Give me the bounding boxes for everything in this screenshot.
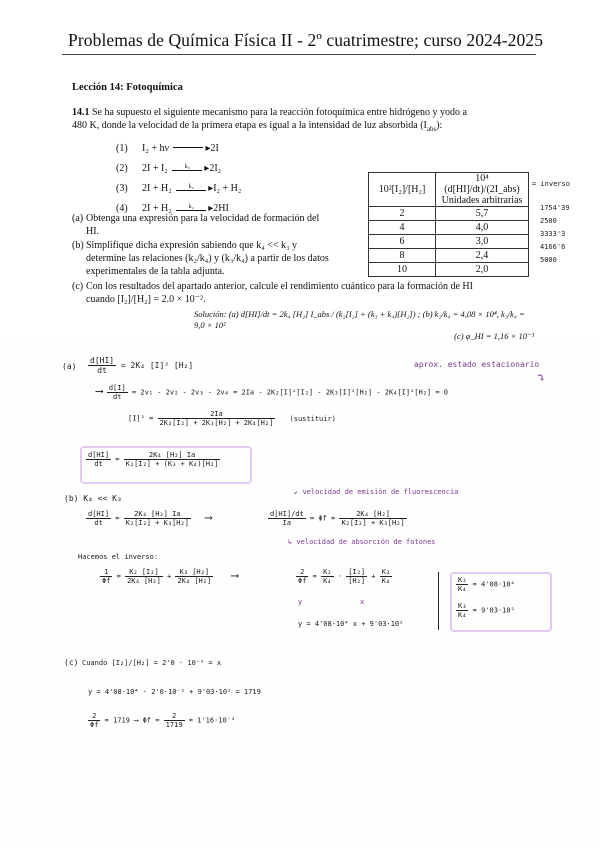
data-table xyxy=(368,172,529,277)
note-inverse-text: Hacemos el inverso: xyxy=(78,553,159,561)
table-cell: 6 xyxy=(369,235,436,249)
table-cell: 2 xyxy=(369,207,436,221)
note-steady-state-eq: ⟶ $\frac{d[I]}{dt}$ = 2v₁ - 2v₂ - 2v₃ - 2v₄ = 2Ia - 2K₂[I]²[I₂] - 2K₃[I]²[H₂] - 2K₄[I]²[H₂] = 0 xyxy=(96,384,448,401)
note-steady-state: aprox. estado estacionario xyxy=(414,360,540,369)
note-c-condition: Cuando [I₂]/[H₂] = 2'0 · 10⁻² = x xyxy=(82,659,222,667)
table-cell: 8 xyxy=(369,249,436,263)
note-c-label: (c) xyxy=(64,658,79,667)
part-b: (b) Simplifique dicha expresión sabiendo que k₄ << k₃ y determine las relaciones (k₂/k₄) y (k₃/k₄) a partir de los datos experimentales de la tabla adjunta. xyxy=(72,240,329,277)
step-2: (2) 2I + I₂ k₂ ▸2I₂ xyxy=(116,163,222,174)
arrow-icon xyxy=(173,147,203,148)
table-cell: 2,4 xyxy=(436,249,529,263)
page-title: Problemas de Química Física II - 2º cuatrimestre; curso 2024-2025 xyxy=(68,30,544,50)
part-a: (a) Obtenga una expresión para la velocidad de formación del HI. xyxy=(72,213,320,237)
arrow-down-icon: ⤵ xyxy=(536,371,547,385)
note-k3-k4: $\frac{\text{K₃}}{\text{K₄}}$ = 9'03·10² xyxy=(458,602,515,619)
table-cell: 4 xyxy=(369,221,436,235)
lesson-title: Lección 14: Fotoquímica xyxy=(72,82,183,93)
note-c-y: y = 4'08·10⁴ · 2'0·10⁻² + 9'03·10² = 1719 xyxy=(88,688,261,696)
table-cell: 5,7 xyxy=(436,207,529,221)
note-b-rate: $\frac{d[HI]}{dt}$ = $\frac{\text{2K₄ [H₂] Ia}}{\text{K₂[I₂] + K₃[H₂]}}$ ⟶ xyxy=(88,510,212,527)
solution: Solución: (a) d[HI]/dt = 2k₄ [H₂] I_abs / (k₂[I₂] + (k₃ + k₄)[H₂]) ; (b) k₂/k₄ = 4,08 × 10⁴, k₃/k₄ = 9,0 × 10² (c) φ_HI = 1,16 × 10⁻³ xyxy=(194,309,534,341)
note-k2-k4: $\frac{\text{K₂}}{\text{K₄}}$ = 4'08·10⁴ xyxy=(458,576,515,593)
note-a-rate: $\frac{d[HI]}{dt}$ = 2K₄ [I]² [H₂] xyxy=(90,356,194,375)
step-1: (1) I₂ + hν ▸2I xyxy=(116,143,219,154)
part-c: (c) Con los resultados del apartado anterior, calcule el rendimiento cuántico para la formación de HI cuando [I₂]/[H₂] = 2.0 × 10⁻². xyxy=(72,281,473,305)
note-fluorescence: ↙ velocidad de emisión de fluorescencia xyxy=(294,488,459,496)
note-boxed-rate: $\frac{d[HI]}{dt}$ = $\frac{\text{2K₄ [H₂] Ia}}{\text{K₂[I₂] + (K₃ + K₄)[H₂]}}$ xyxy=(88,451,219,468)
note-c-result: $\frac{2}{\Phi f}$ = 1719 ⟶ Φf = $\frac{2}{1719}$ = 1'16·10⁻³ xyxy=(90,712,236,729)
problem-statement: 14.1 Se ha supuesto el siguiente mecanismo para la reacción fotoquímica entre hidrógeno y yodo a 480 K, donde la velocidad de la primera etapa es igual a la intensidad de luz absorbida $(I_{abs})$: xyxy=(72,107,467,133)
bracket-divider xyxy=(438,572,439,630)
table-cell: 10 xyxy=(369,263,436,277)
note-b-label: (b) K₄ << K₃ xyxy=(64,494,122,503)
mechanism xyxy=(116,139,336,219)
header-divider xyxy=(62,54,536,55)
table-cell: 4,0 xyxy=(436,221,529,235)
problem-number: 14.1 xyxy=(72,107,90,118)
inverse-values: 1754'39 2500 3333'3 4166'6 5000 xyxy=(540,204,570,264)
note-absorption: ↳ velocidad de absorción de fotones xyxy=(288,538,436,546)
note-inverse-eq: $\frac{1}{\Phi f}$ = $\frac{\text{K₂ [I₂]}}{\text{2K₄ [H₂]}}$ + $\frac{\text{K₃ [H₂]}}{\text{2K₄ [H₂]}}$ ⟶ xyxy=(102,568,239,585)
table-cell: 3,0 xyxy=(436,235,529,249)
table-header-x: 10²[I₂]/[H₂] xyxy=(369,173,436,207)
step-4: (4) 2I + H₂ k₄ ▸2HI xyxy=(116,203,229,214)
note-quantum-yield: $\frac{d[HI]/dt}{Ia}$ = Φf = $\frac{\text{2K₄ [H₂]}}{\text{K₂[I₂] + K₃[H₂]}}$ xyxy=(270,510,405,527)
table-cell: 2,0 xyxy=(436,263,529,277)
inverse-label: = inverso xyxy=(532,180,570,188)
step-3: (3) 2I + H₂ k₃ ▸I₂ + H₂ xyxy=(116,183,242,194)
note-x-label: x xyxy=(360,598,365,606)
note-y-label: y xyxy=(298,598,303,606)
note-linear-form: $\frac{2}{\Phi f}$ = $\frac{\text{K₂}}{\text{K₄}}$ · $\frac{\text{[I₂]}}{\text{[H₂]}}$ + $\frac{\text{K₃}}{\text{K₄}}$ xyxy=(298,568,391,585)
table-header-y: 10⁴ (d[HI]/dt)/(2I_abs) Unidades arbitrarias xyxy=(436,173,529,207)
note-fit: y = 4'08·10⁴ x + 9'03·10² xyxy=(298,620,404,628)
note-i-squared: [I]² = $\frac{2Ia}{\text{2K₂[I₂] + 2K₃[H₂] + 2K₄[H₂]}}$ (sustituir) xyxy=(128,410,336,427)
note-a-label: (a) xyxy=(62,362,77,371)
